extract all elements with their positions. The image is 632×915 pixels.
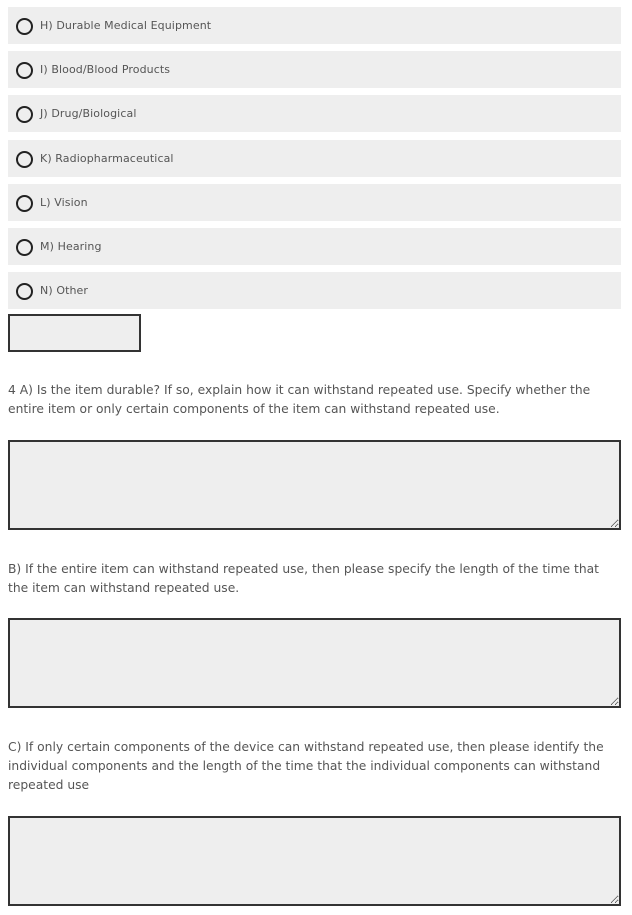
radio-button[interactable]	[16, 283, 33, 300]
option-label: M) Hearing	[40, 239, 102, 253]
option-durable-medical-equipment[interactable]	[8, 7, 621, 44]
radio-button[interactable]	[16, 106, 33, 123]
option-hearing[interactable]	[8, 228, 621, 265]
radio-button[interactable]	[16, 151, 33, 168]
question-4a-label: 4 A) Is the item durable? If so, explain how it can withstand repeated use. Specify whether the entire item or only certain components of the item can withstand repeated use.	[8, 383, 591, 416]
option-radiopharmaceutical[interactable]	[8, 140, 621, 177]
option-label: J) Drug/Biological	[40, 107, 137, 121]
question-4c-label: C) If only certain components of the device can withstand repeated use, then please identify the individual components and the length of the time that the individual components can withstand repeated use	[8, 740, 604, 792]
question-4c-answer[interactable]	[8, 816, 621, 906]
benefit-category-options	[8, 7, 621, 316]
option-other[interactable]	[8, 272, 621, 309]
option-label: K) Radiopharmaceutical	[40, 151, 174, 165]
option-blood-products[interactable]	[8, 51, 621, 88]
option-label: N) Other	[40, 284, 89, 298]
radio-button[interactable]	[16, 62, 33, 79]
radio-button[interactable]	[16, 18, 33, 35]
question-4b-answer[interactable]	[8, 618, 621, 708]
radio-button[interactable]	[16, 195, 33, 212]
option-drug-biological[interactable]	[8, 95, 621, 132]
option-vision[interactable]	[8, 184, 621, 221]
other-specify-input[interactable]	[8, 314, 141, 352]
question-4b-label: B) If the entire item can withstand repeated use, then please specify the length of the time that the item can withstand repeated use.	[8, 562, 599, 595]
radio-button[interactable]	[16, 239, 33, 256]
option-label: I) Blood/Blood Products	[40, 63, 171, 77]
option-label: L) Vision	[40, 195, 88, 209]
question-4a-answer[interactable]	[8, 440, 621, 530]
option-label: H) Durable Medical Equipment	[40, 19, 212, 32]
